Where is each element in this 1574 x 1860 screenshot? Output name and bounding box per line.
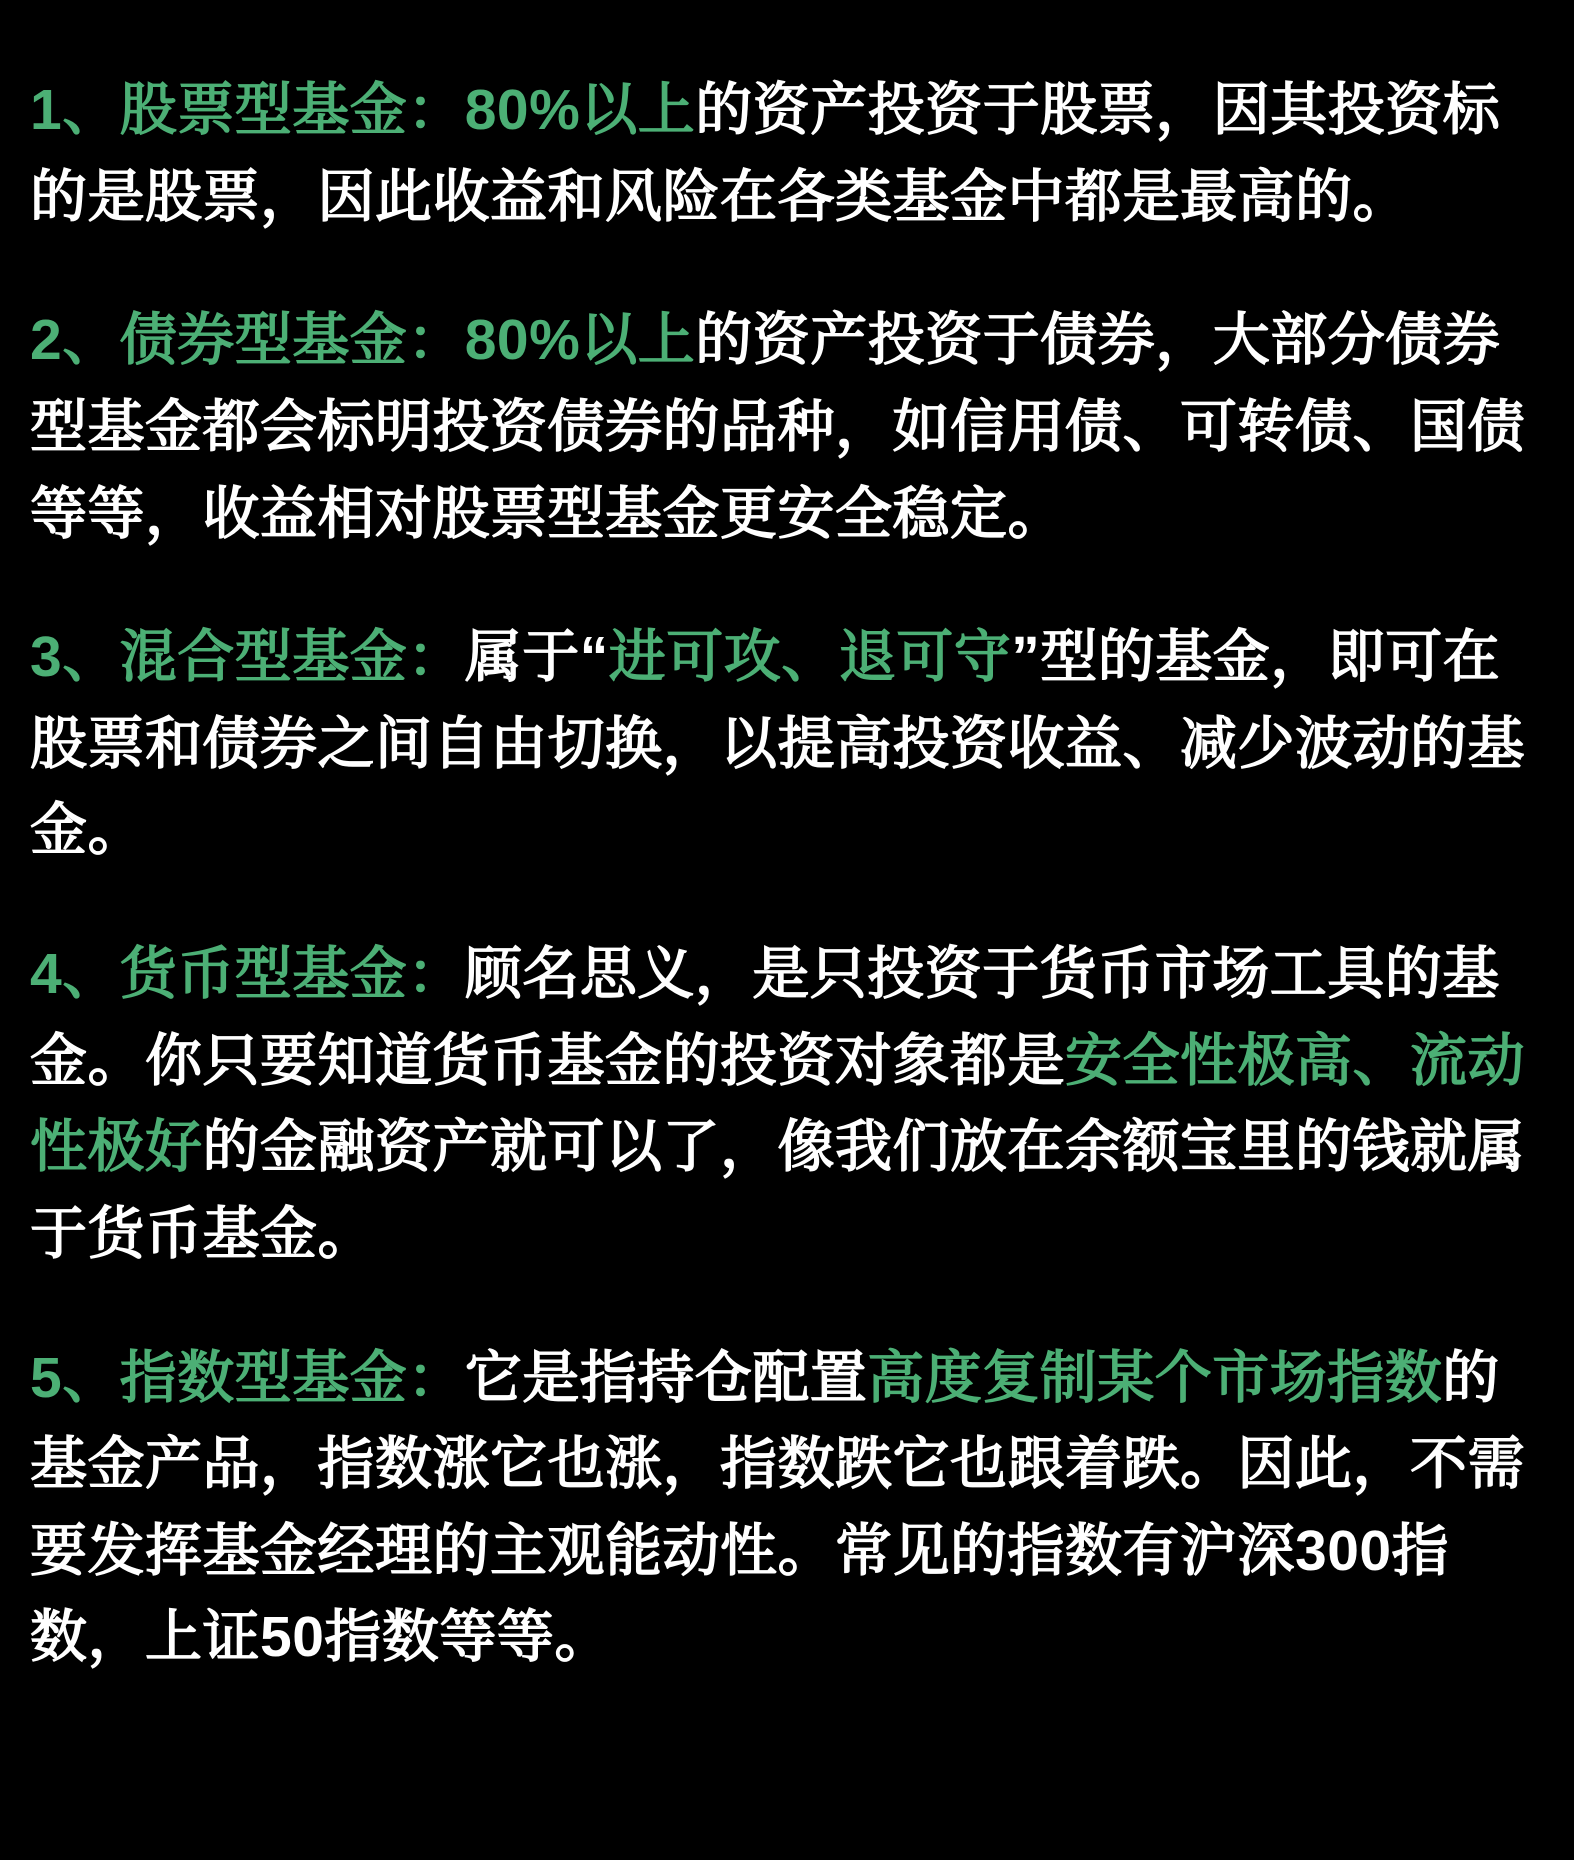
item-highlight: 80%以上: [464, 308, 696, 373]
item-highlight: 高度复制某个市场指数: [867, 1345, 1443, 1410]
item-index: 5、: [30, 1345, 120, 1410]
item-body-lead: 顾名思义，是只投资于货币市场工具的基金。你只要知道货币基金的投资对象都是: [30, 942, 1500, 1093]
list-item: [30, 297, 1544, 557]
item-term: 货币型基金：: [119, 942, 465, 1006]
item-highlight: 80%以上: [464, 78, 696, 142]
fund-type-paragraph: [30, 67, 1544, 240]
item-body-tail: ”型的基金，即可在股票和债券之间自由切换，以提高投资收益、减少波动的基金。: [30, 625, 1525, 863]
item-term: 股票型基金：: [119, 78, 465, 142]
item-body-lead: 它是指持仓配置: [464, 1345, 868, 1410]
fund-type-paragraph: [30, 931, 1544, 1278]
list-item: [30, 67, 1544, 240]
fund-type-paragraph: [30, 1335, 1544, 1682]
fund-type-paragraph: [30, 614, 1544, 874]
item-term: 指数型基金：: [119, 1345, 465, 1410]
item-body-tail: 的基金产品，指数涨它也涨，指数跌它也跟着跌。因此，不需要发挥基金经理的主观能动性。常见的指数有沪深300指数，上证50指数等等。: [30, 1345, 1525, 1670]
item-body-tail: 的金融资产就可以了，像我们放在余额宝里的钱就属于货币基金。: [30, 1115, 1525, 1266]
fund-type-paragraph: [30, 297, 1544, 557]
item-body: 的资产投资于债券，大部分债券型基金都会标明投资债券的品种，如信用债、可转债、国债等等，收益相对股票型基金更安全稳定。: [30, 308, 1525, 546]
list-item: [30, 931, 1544, 1278]
item-term: 债券型基金：: [119, 308, 465, 373]
item-index: 4、: [30, 942, 120, 1006]
item-highlight: 安全性极高、流动性极好: [30, 1028, 1525, 1180]
item-index: 2、: [30, 308, 120, 373]
item-term: 混合型基金：: [119, 625, 465, 690]
item-highlight: 进可攻、退可守: [608, 625, 1012, 690]
list-item: [30, 614, 1544, 874]
item-index: 3、: [30, 625, 120, 690]
item-body: 的资产投资于股票，因其投资标的是股票，因此收益和风险在各类基金中都是最高的。: [30, 78, 1501, 229]
list-item: [30, 1335, 1544, 1682]
item-index: 1、: [30, 78, 120, 142]
item-body-lead: 属于“: [464, 625, 609, 690]
